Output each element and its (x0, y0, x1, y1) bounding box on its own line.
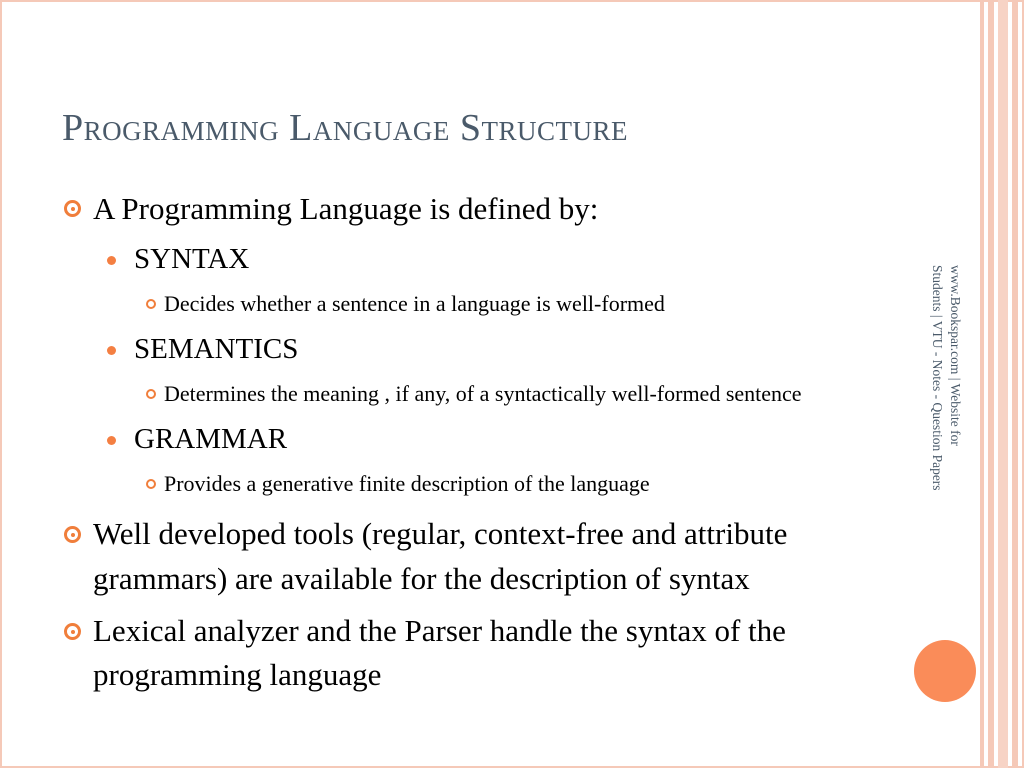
decorative-circle (914, 640, 976, 702)
bullet-level3: Decides whether a sentence in a language is well-formed (164, 291, 665, 316)
bullet-level2: GRAMMAR (134, 423, 288, 455)
side-text-line1: www.Bookspar.com | Website for (948, 265, 963, 446)
dot-bullet-icon (107, 256, 116, 265)
bullet-level2: SYNTAX (134, 243, 250, 275)
bullet-level1: Well developed tools (regular, context-free and attribute (93, 516, 788, 551)
bullet-level1-continuation: grammars) are available for the description of syntax (93, 561, 750, 596)
side-watermark-text (928, 265, 964, 605)
bullet-level2: SEMANTICS (134, 333, 299, 365)
bullet-level3: Determines the meaning , if any, of a syntactically well-formed sentence (164, 381, 802, 406)
ring-bullet-icon (64, 623, 81, 640)
decorative-stripes (980, 0, 1024, 768)
bullet-level3: Provides a generative finite description of the language (164, 471, 650, 496)
dot-bullet-icon (107, 346, 116, 355)
small-ring-bullet-icon (146, 479, 156, 489)
ring-bullet-icon (64, 526, 81, 543)
side-text-line2: Students | VTU - Notes - Question Papers (930, 265, 945, 491)
dot-bullet-icon (107, 436, 116, 445)
bullet-level1: A Programming Language is defined by: (93, 191, 599, 226)
ring-bullet-icon (64, 200, 81, 217)
bullet-level1-continuation: programming language (93, 657, 382, 692)
small-ring-bullet-icon (146, 299, 156, 309)
slide-title: Programming Language Structure (62, 107, 628, 149)
bullet-level1: Lexical analyzer and the Parser handle the syntax of the (93, 613, 786, 648)
small-ring-bullet-icon (146, 389, 156, 399)
